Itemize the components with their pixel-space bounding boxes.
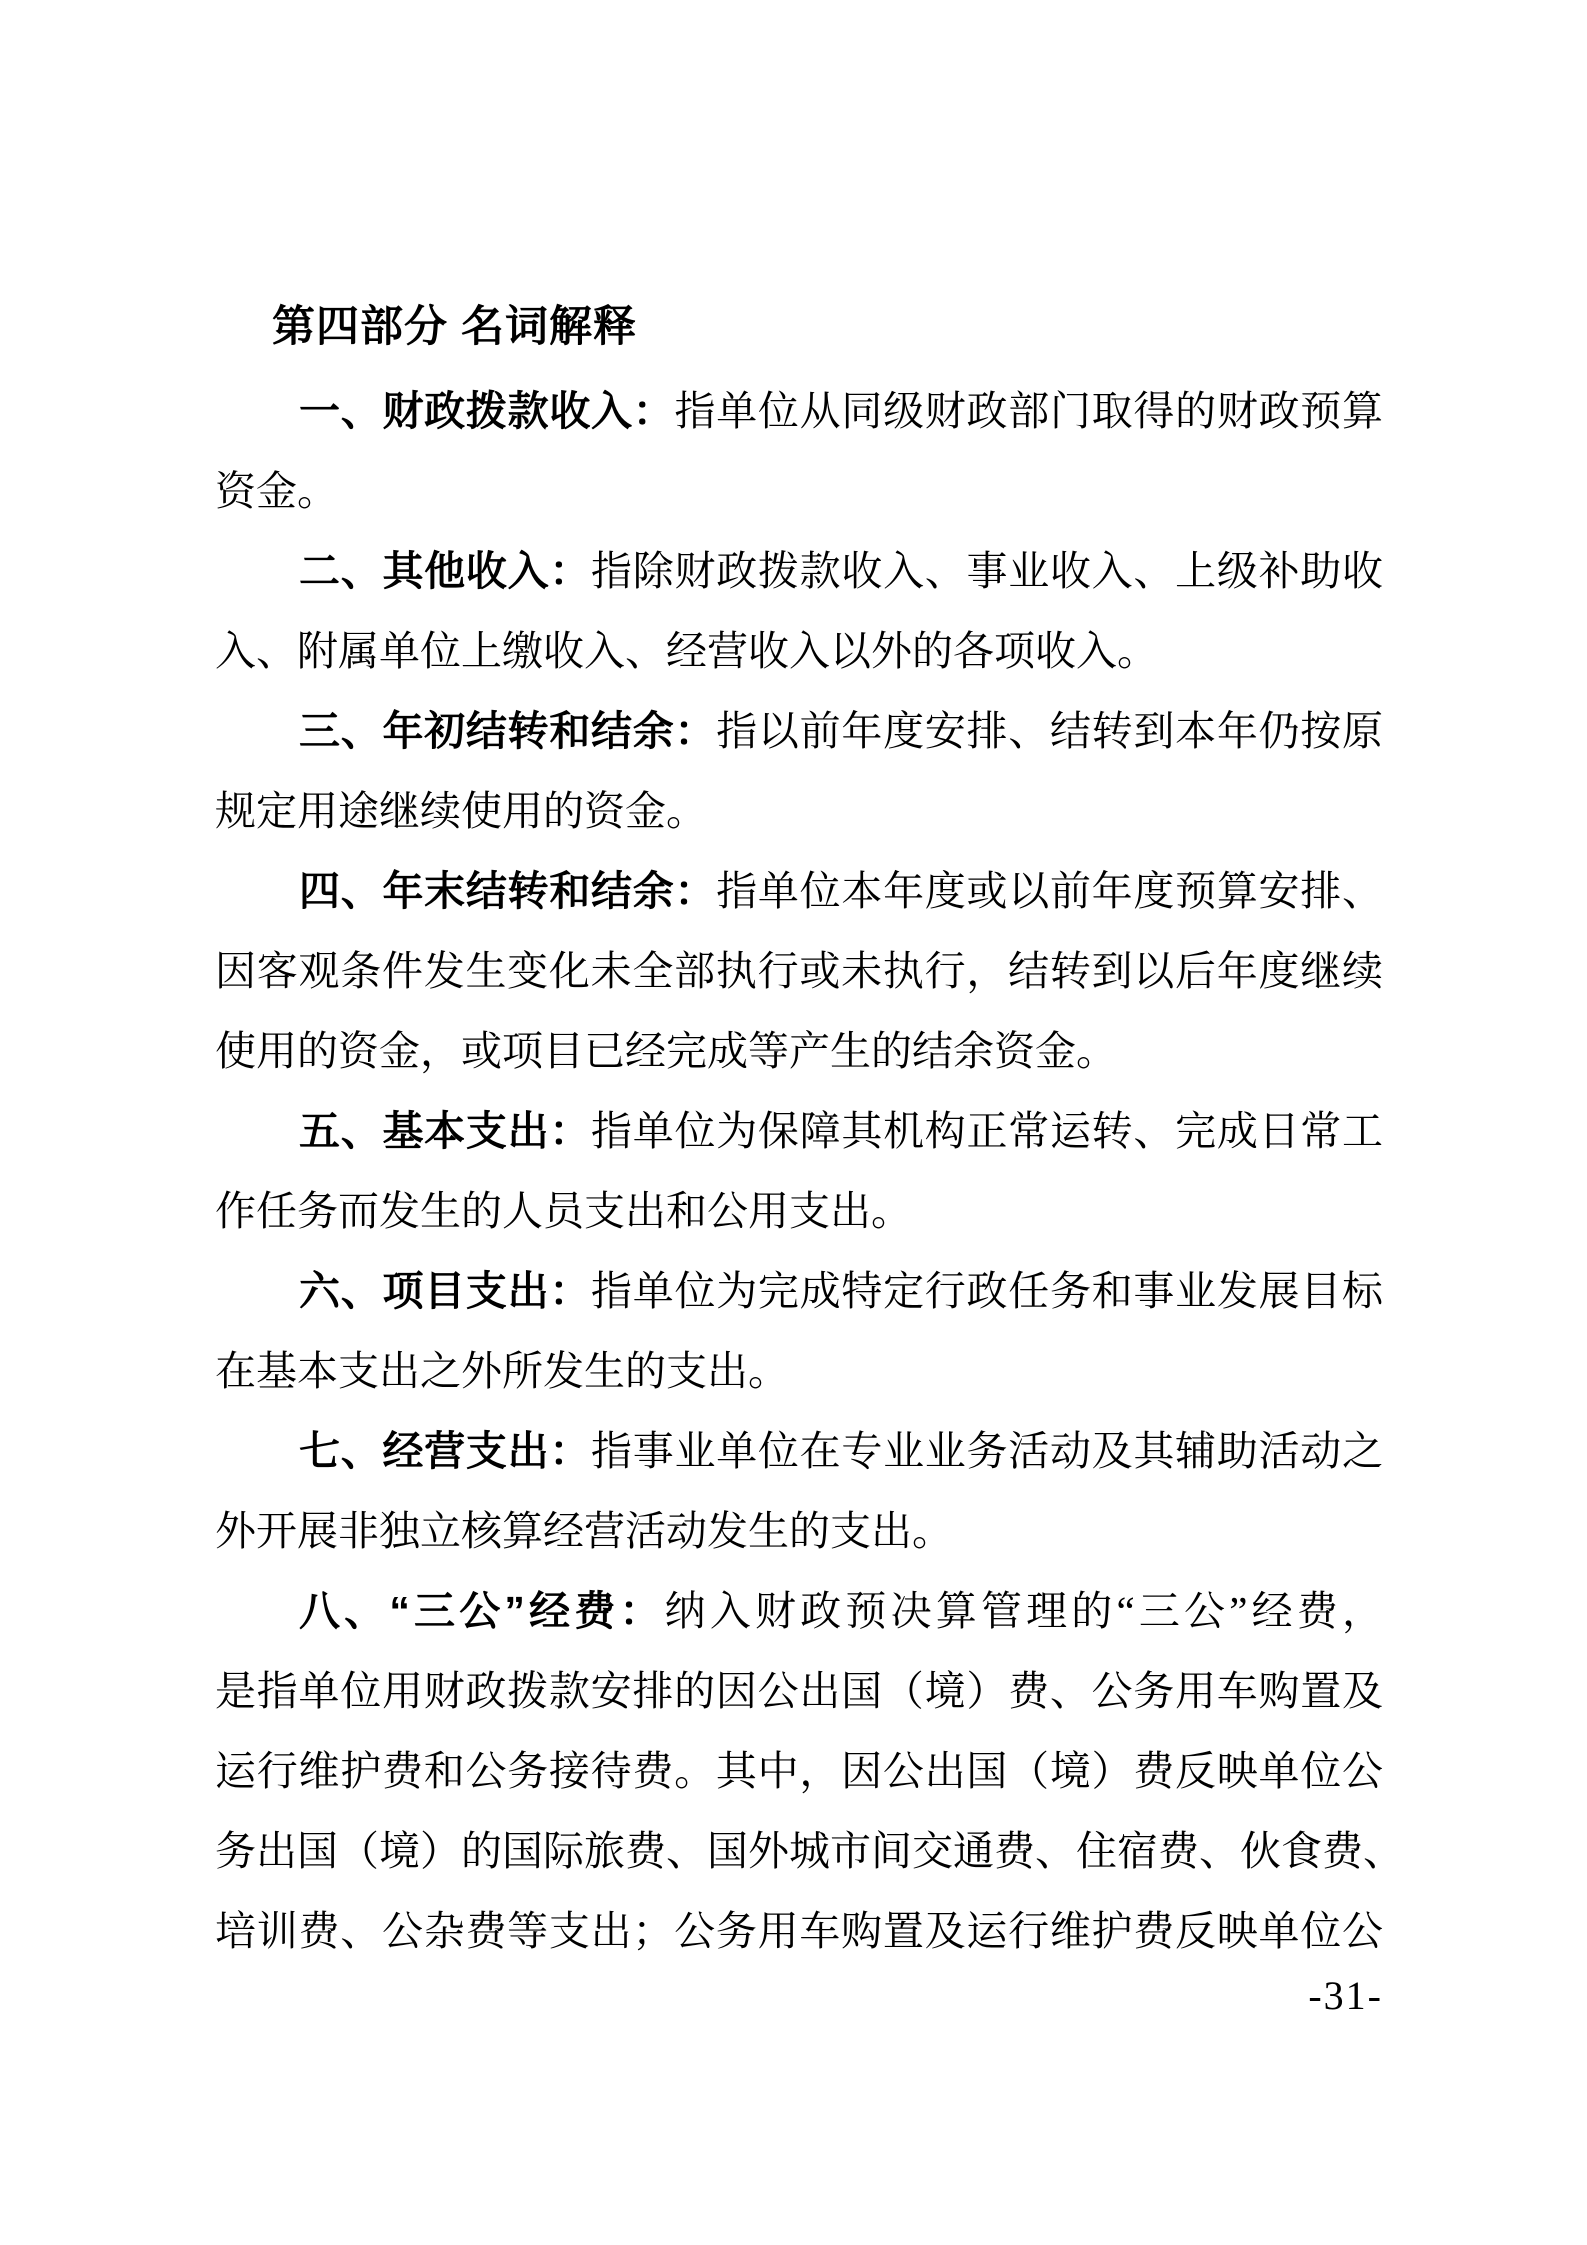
text-line xyxy=(215,1011,1383,1091)
term-label: 二、其他收入： xyxy=(299,548,592,594)
text-line xyxy=(215,1411,1383,1491)
text-line xyxy=(215,1651,1383,1731)
text-line xyxy=(215,1731,1383,1811)
term-label: 四、年末结转和结余： xyxy=(299,868,717,914)
line-text: 外开展非独立核算经营活动发生的支出。 xyxy=(215,1508,953,1554)
line-text: 使用的资金，或项目已经完成等产生的结余资金。 xyxy=(215,1028,1117,1074)
term-label: 一、财政拨款收入： xyxy=(299,388,675,434)
text-line xyxy=(215,1171,1383,1251)
text-line xyxy=(215,691,1383,771)
line-text: 指事业单位在专业业务活动及其辅助活动之 xyxy=(591,1428,1384,1474)
term-label: 三、年初结转和结余： xyxy=(299,708,717,754)
term-label: 七、经营支出： xyxy=(299,1428,592,1474)
term-label: 六、项目支出： xyxy=(299,1268,592,1314)
line-text: 资金。 xyxy=(215,468,338,514)
line-text: 指单位本年度或以前年度预算安排、 xyxy=(716,868,1384,914)
line-text: 作任务而发生的人员支出和公用支出。 xyxy=(215,1188,912,1234)
line-text: 规定用途继续使用的资金。 xyxy=(215,788,707,834)
line-text: 因客观条件发生变化未全部执行或未执行，结转到以后年度继续 xyxy=(215,948,1383,994)
page-number: -31- xyxy=(1308,1973,1383,2018)
text-line xyxy=(215,931,1383,1011)
line-text: 在基本支出之外所发生的支出。 xyxy=(215,1348,789,1394)
text-line xyxy=(215,611,1383,691)
line-text: 指单位为完成特定行政任务和事业发展目标 xyxy=(591,1268,1384,1314)
line-text: 指单位从同级财政部门取得的财政预算 xyxy=(674,388,1384,434)
text-line xyxy=(215,1891,1383,1971)
line-text: 培训费、公杂费等支出；公务用车购置及运行维护费反映单位公 xyxy=(215,1908,1383,1954)
text-line xyxy=(215,451,1383,531)
line-text: 指以前年度安排、结转到本年仍按原 xyxy=(716,708,1384,754)
line-text: 指单位为保障其机构正常运转、完成日常工 xyxy=(591,1108,1384,1154)
term-label: 八、“三公”经费： xyxy=(299,1588,665,1634)
line-text: 指除财政拨款收入、事业收入、上级补助收 xyxy=(591,548,1384,594)
text-line xyxy=(215,1491,1383,1571)
page-title: 第四部分 名词解释 xyxy=(272,303,637,351)
line-text: 纳入财政预决算管理的“三公”经费， xyxy=(664,1588,1383,1634)
line-text: 是指单位用财政拨款安排的因公出国（境）费、公务用车购置及 xyxy=(215,1668,1383,1714)
line-text: 务出国（境）的国际旅费、国外城市间交通费、住宿费、伙食费、 xyxy=(215,1828,1404,1874)
text-block xyxy=(215,287,1404,1971)
text-line xyxy=(215,531,1383,611)
text-line xyxy=(215,771,1383,851)
text-line xyxy=(215,851,1383,931)
text-line xyxy=(215,1091,1383,1171)
text-line xyxy=(215,1571,1383,1651)
text-line xyxy=(215,371,1383,451)
text-line xyxy=(215,1331,1383,1411)
term-label: 五、基本支出： xyxy=(299,1108,592,1154)
line-text: 运行维护费和公务接待费。其中，因公出国（境）费反映单位公 xyxy=(215,1748,1383,1794)
text-line xyxy=(215,1811,1404,1891)
line-text: 入、附属单位上缴收入、经营收入以外的各项收入。 xyxy=(215,628,1158,674)
text-line xyxy=(215,1251,1383,1331)
